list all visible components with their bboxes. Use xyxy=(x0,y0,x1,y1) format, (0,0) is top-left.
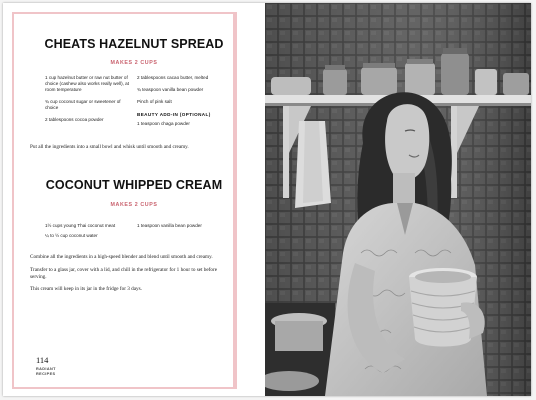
ingredient: 1½ cups young Thai coconut meat xyxy=(45,223,116,228)
ingredient: 2 tablespoons cocoa powder xyxy=(45,117,104,122)
ingredient: ¼ to ½ cup coconut water xyxy=(45,233,98,238)
addin-heading: BEAUTY ADD-IN (OPTIONAL) xyxy=(137,112,211,117)
page-border xyxy=(12,12,237,389)
method-text: Put all the ingredients into a small bowl and whisk until smooth and creamy. xyxy=(30,144,189,150)
kitchen-portrait-photo xyxy=(265,3,531,396)
ingredient: 1 teaspoon vanilla bean powder xyxy=(137,223,202,228)
recipe-yield: MAKES 2 CUPS xyxy=(110,202,158,208)
recipe-yield: MAKES 2 CUPS xyxy=(110,60,158,66)
recipe-title: COCONUT WHIPPED CREAM xyxy=(45,178,223,192)
ingredient: 1 cup hazelnut butter or raw nut butter of choice (cashew also works really well), at room temperature xyxy=(45,75,129,92)
ingredient: 2 tablespoons cacao butter, melted xyxy=(137,75,209,80)
method-text: Combine all the ingredients in a high-speed blender and blend until smooth and creamy. xyxy=(30,254,213,260)
ingredient: ¾ cup coconut sugar or sweetener of choice xyxy=(45,99,121,110)
ingredient: Pinch of pink salt xyxy=(137,99,172,104)
method-text: This cream will keep in its jar in the fridge for 3 days. xyxy=(30,286,142,292)
method-text: Transfer to a glass jar, cover with a lid, and chill in the refrigerator for 1 hour to set before serving. xyxy=(30,267,218,280)
page-number: 114 xyxy=(36,355,49,365)
photo-page xyxy=(265,3,531,396)
ingredient: 1 teaspoon chaga powder xyxy=(137,121,190,126)
recipe-page xyxy=(3,3,265,396)
running-head: RADIANT RECIPES xyxy=(36,367,56,376)
recipe-title: CHEATS HAZELNUT SPREAD xyxy=(44,37,224,51)
ingredient: ¾ teaspoon vanilla bean powder xyxy=(137,87,204,92)
book-spread xyxy=(3,3,531,396)
